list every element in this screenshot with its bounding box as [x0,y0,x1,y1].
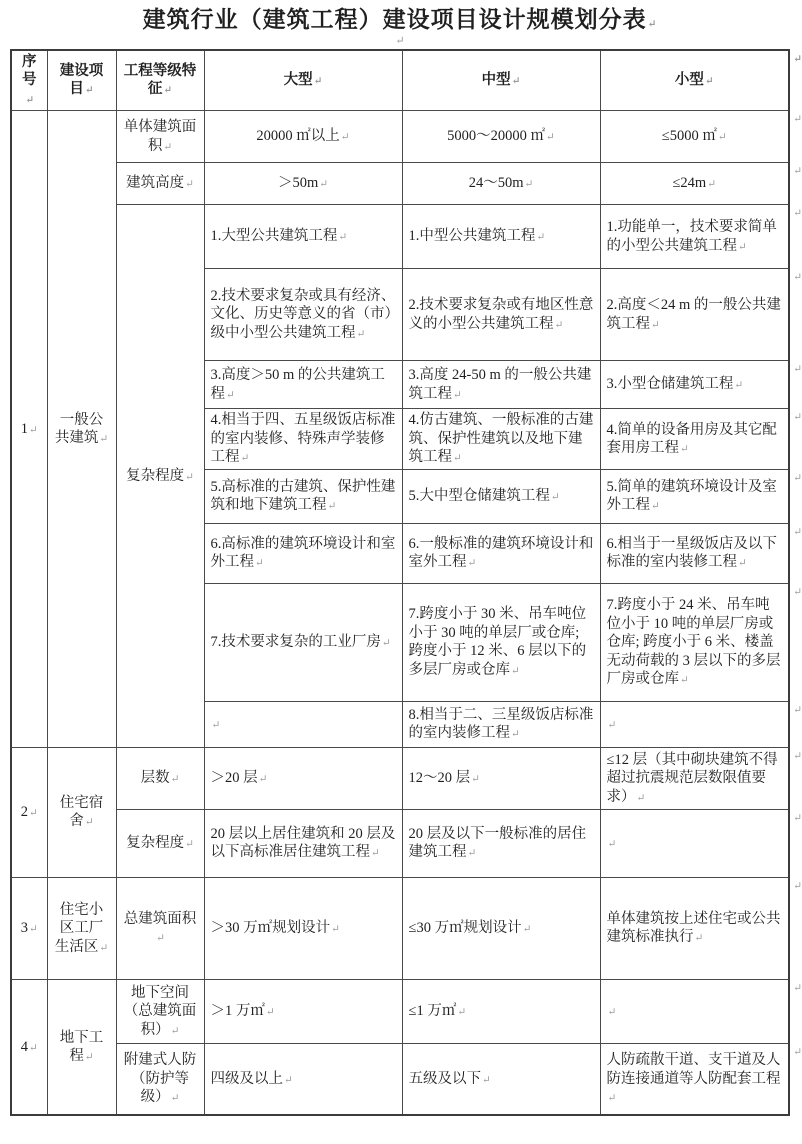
feature-cell: 建筑高度↵ [116,163,204,205]
cell-medium: 1.中型公共建筑工程↵ [402,205,600,269]
cell-small: 1.功能单一，技术要求简单的小型公共建筑工程↵ ↵ [600,205,789,269]
paragraph-mark: ↵ [482,1074,491,1086]
cell-small: 5.简单的建筑环境设计及室外工程↵ ↵ [600,469,789,523]
paragraph-mark: ↵ [511,76,521,88]
table-row [11,111,789,163]
paragraph-mark: ↵ [636,792,646,804]
paragraph-mark: ↵ [99,942,109,954]
cell-small: 单体建筑按上述住宅或公共建筑标准执行↵ ↵ [600,877,789,979]
cell-small: ≤24m↵ ↵ [600,163,789,205]
paragraph-mark: ↵ [471,774,480,786]
cell-small [600,809,802,877]
cell-medium: 五级及以下↵ [402,1043,600,1115]
row-number: 4↵ [11,979,47,1115]
row-end-mark: ↵ [793,166,802,178]
paragraph-mark: ↵ [522,924,532,936]
paragraph-mark: ↵ [185,179,194,191]
cell-medium: ≤1 万㎡↵ [402,979,600,1043]
row-number: 2↵ [11,747,47,877]
paragraph-mark: ↵ [356,329,366,340]
paragraph-mark: ↵ [536,232,546,244]
cell-large: 7.技术要求复杂的工业厂房↵ [204,583,402,701]
paragraph-mark: ↵ [647,19,658,30]
row-end-mark: ↵ [793,208,802,220]
cell-small: 6.相当于一星级饭店及以下标准的室内装修工程↵ ↵ [600,523,789,583]
cell-small [600,979,802,1043]
cell-large: 3.高度＞50 m 的公共建筑工程↵ [204,361,402,409]
paragraph-mark: ↵ [738,558,747,570]
paragraph-mark: ↵ [28,1042,38,1054]
header-no: 序号↵ [11,50,47,111]
project-cell: 一般公共建筑↵ [47,111,116,748]
row-end-mark: ↵ [793,704,802,716]
paragraph-mark: ↵ [680,675,689,687]
paragraph-mark: ↵ [163,141,173,153]
paragraph-mark: ↵ [554,319,564,331]
cell-large [204,701,402,747]
row-end-mark: ↵ [793,812,802,824]
paragraph-mark: ↵ [550,492,560,504]
paragraph-mark: ↵ [25,94,35,106]
cell-small: 2.高度＜24 m 的一般公共建筑工程↵ ↵ [600,269,789,361]
paragraph-mark: ↵ [453,453,462,465]
cell-large: 1.大型公共建筑工程↵ [204,205,402,269]
paragraph-mark: ↵ [284,1074,293,1086]
paragraph-mark: ↵ [467,848,477,860]
table-header-row [11,50,789,111]
paragraph-mark: ↵ [338,232,348,244]
paragraph-mark: ↵ [28,424,38,436]
cell-medium: 3.高度 24-50 m 的一般公共建筑工程↵ [402,361,600,409]
cell-small: ≤12 层（其中砌块建筑不得超过抗震规范层数限值要求）↵ ↵ [600,747,789,809]
row-end-mark: ↵ [793,586,802,598]
table-row [11,979,789,1043]
paragraph-mark: ↵ [511,729,520,741]
paragraph-mark: ↵ [265,1007,275,1019]
feature-cell: 附建式人防（防护等级）↵ [116,1043,204,1115]
paragraph-mark: ↵ [607,1093,617,1105]
paragraph-mark: ↵ [453,389,462,401]
row-number: 1↵ [11,111,47,748]
table-row [11,877,789,979]
cell-large: ＞1 万㎡↵ [204,979,402,1043]
cell-medium: 20 层及以下一般标准的居住建筑工程↵ [402,809,600,877]
paragraph-mark: ↵ [84,817,94,829]
paragraph-mark: ↵ [319,179,329,191]
table-row [11,747,789,809]
cell-medium: 6.一般标准的建筑环境设计和室外工程↵ [402,523,600,583]
cell-medium: ≤30 万㎡规划设计↵ [402,877,600,979]
table-row [11,809,789,877]
paragraph-mark: ↵ [28,924,38,936]
cell-large: 20000 ㎡以上↵ [204,111,402,163]
cell-medium: 5000～20000 ㎡↵ [402,111,600,163]
paragraph-mark: ↵ [170,1093,180,1105]
paragraph-mark: ↵ [607,720,617,732]
paragraph-mark: ↵ [170,774,180,786]
paragraph-mark: ↵ [84,1052,94,1064]
paragraph-mark: ↵ [651,319,660,331]
feature-cell: 复杂程度↵ [116,809,204,877]
row-end-mark: ↵ [793,880,802,892]
paragraph-mark: ↵ [185,471,194,483]
row-end-mark: ↵ [793,364,802,376]
project-cell: 住宅宿舍↵ [47,747,116,877]
paragraph-mark: ↵ [381,638,391,650]
cell-large: 2.技术要求复杂或具有经济、文化、历史等意义的省（市）级中小型公共建筑工程↵ [204,269,402,361]
row-end-mark: ↵ [793,114,802,126]
paragraph-mark: ↵ [457,1007,467,1019]
feature-cell: 复杂程度↵ [116,205,204,748]
paragraph-mark: ↵ [707,179,717,191]
paragraph-mark: ↵ [651,501,660,513]
paragraph-mark: ↵ [226,389,235,401]
paragraph-mark: ↵ [258,774,268,786]
paragraph-mark: ↵ [511,665,520,677]
cell-large: 6.高标准的建筑环境设计和室外工程↵ [204,523,402,583]
paragraph-mark: ↵ [340,132,350,144]
row-end-mark: ↵ [793,272,802,284]
cell-large: ＞20 层↵ [204,747,402,809]
feature-cell: 单体建筑面积↵ [116,111,204,163]
row-end-mark: ↵ [793,1046,802,1058]
paragraph-mark: ↵ [467,558,477,570]
cell-small: 4.简单的设备用房及其它配套用房工程↵ ↵ [600,409,789,470]
row-end-mark: ↵ [793,750,802,762]
paragraph-mark: ↵ [84,85,94,97]
project-cell: 地下工程↵ [47,979,116,1115]
paragraph-mark: ↵ [395,34,405,47]
paragraph-mark: ↵ [607,839,617,851]
paragraph-mark: ↵ [704,76,714,88]
feature-cell: 层数↵ [116,747,204,809]
paragraph-mark: ↵ [717,132,727,144]
cell-small: 7.跨度小于 24 米、吊车吨位小于 10 吨的单层厂房或仓库; 跨度小于 6 米、楼盖无动荷载的 3 层以下的多层厂房或仓库↵ ↵ [600,583,789,701]
paragraph-mark: ↵ [156,933,165,945]
paragraph-mark: ↵ [607,1007,617,1019]
paragraph-mark: ↵ [371,848,380,860]
cell-medium: 5.大中型仓储建筑工程↵ [402,469,600,523]
cell-large: ＞30 万㎡规划设计↵ [204,877,402,979]
cell-medium: 2.技术要求复杂或有地区性意义的小型公共建筑工程↵ [402,269,600,361]
cell-medium: 4.仿古建筑、一般标准的古建筑、保护性建筑以及地下建筑工程↵ [402,409,600,470]
row-end-mark: ↵ [793,412,802,424]
row-end-mark: ↵ [793,982,802,994]
header-large: 大型↵ [204,50,402,111]
paragraph-mark: ↵ [524,179,534,191]
table-row [11,1043,789,1115]
paragraph-mark: ↵ [170,1025,180,1037]
cell-large: ＞50m↵ [204,163,402,205]
paragraph-mark: ↵ [313,76,323,88]
cell-small: 人防疏散干道、支干道及人防连接通道等人防配套工程↵ ↵ [600,1043,789,1115]
paragraph-mark: ↵ [680,444,689,456]
cell-small: ≤5000 ㎡↵ ↵ [600,111,789,163]
cell-large: 20 层以上居住建筑和 20 层及以下高标准居住建筑工程↵ [204,809,402,877]
row-end-mark: ↵ [793,526,802,538]
scale-classification-table [10,49,802,1117]
cell-large: 5.高标准的古建筑、保护性建筑和地下建筑工程↵ [204,469,402,523]
header-project: 建设项目↵ [47,50,116,111]
paragraph-mark: ↵ [99,434,109,446]
paragraph-mark: ↵ [331,924,340,936]
paragraph-mark: ↵ [738,241,747,253]
table-row [11,163,789,205]
feature-cell: 总建筑面积↵ [116,877,204,979]
page-title: 建筑行业（建筑工程）建设项目设计规模划分表↵ [142,7,658,32]
header-small: 小型↵ ↵ [600,50,789,111]
paragraph-mark: ↵ [163,85,173,97]
feature-cell: 地下空间（总建筑面积）↵ [116,979,204,1043]
cell-large: 4.相当于四、五星级饭店标准的室内装修、特殊声学装修工程↵ [204,409,402,470]
cell-medium: 12～20 层↵ [402,747,600,809]
paragraph-mark: ↵ [546,132,555,144]
paragraph-mark: ↵ [734,380,744,392]
row-end-mark: ↵ [793,472,802,484]
cell-medium: 8.相当于二、三星级饭店标准的室内装修工程↵ [402,701,600,747]
paragraph-mark: ↵ [694,933,704,945]
table-row [11,205,789,269]
cell-medium: 7.跨度小于 30 米、吊车吨位小于 30 吨的单层厂或仓库;跨度小于 12 米、6 层以下的多层厂房或仓库↵ [402,583,600,701]
header-feature: 工程等级特征↵ [116,50,204,111]
paragraph-mark: ↵ [211,720,221,732]
cell-small: 3.小型仓储建筑工程↵ ↵ [600,361,789,409]
row-end-mark: ↵ [793,53,802,65]
paragraph-mark: ↵ [240,453,250,465]
cell-large: 四级及以上↵ [204,1043,402,1115]
paragraph-mark: ↵ [28,808,38,820]
paragraph-mark: ↵ [255,558,264,570]
header-medium: 中型↵ [402,50,600,111]
project-cell: 住宅小区工厂生活区↵ [47,877,116,979]
paragraph-mark: ↵ [185,839,194,851]
cell-medium: 24～50m↵ [402,163,600,205]
paragraph-mark: ↵ [327,501,337,513]
cell-small [600,701,802,747]
row-number: 3↵ [11,877,47,979]
